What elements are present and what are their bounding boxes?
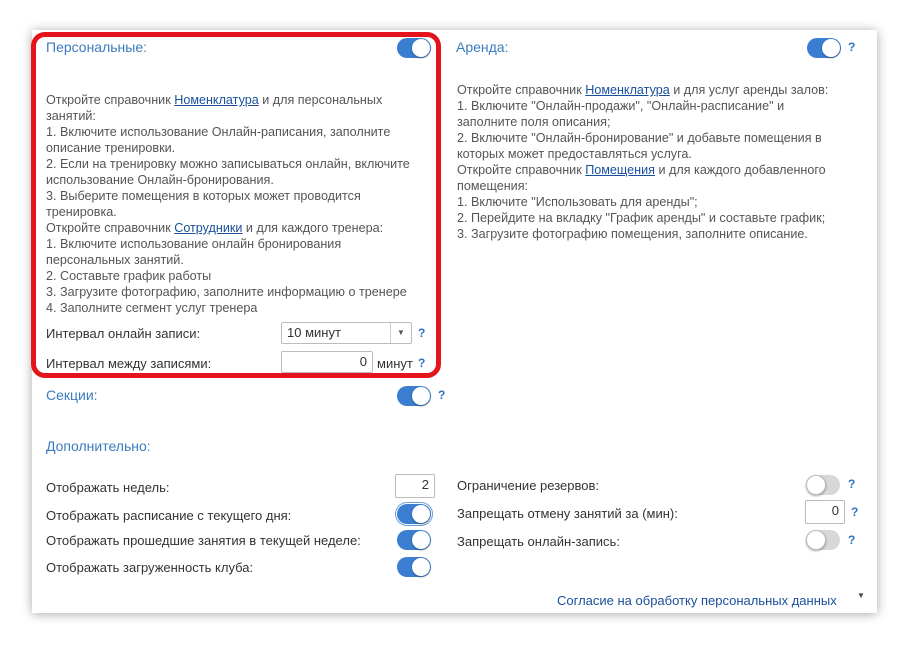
consent-link[interactable]: Согласие на обработку персональных данных bbox=[557, 593, 837, 608]
personal-line bbox=[46, 300, 410, 316]
additional-title: Дополнительно: bbox=[46, 438, 151, 454]
personal-line-text: 3. Выберите помещения в которых может проводится bbox=[46, 189, 361, 203]
reserve-limit-label: Ограничение резервов: bbox=[457, 478, 599, 493]
from-today-toggle[interactable] bbox=[397, 504, 431, 524]
personal-line-text: 4. Заполните сегмент услуг тренера bbox=[46, 301, 258, 315]
personal-line-text: Откройте справочник bbox=[46, 221, 175, 235]
personal-line bbox=[46, 236, 410, 252]
caret-down-icon[interactable]: ▼ bbox=[857, 591, 865, 600]
toggle-knob bbox=[806, 475, 826, 495]
online-ban-help[interactable]: ? bbox=[848, 533, 856, 547]
personal-line-text: 1. Включите использование онлайн бронирования bbox=[46, 237, 342, 251]
rent-line-text: 2. Включите "Онлайн-бронирование" и добавьте помещения в bbox=[457, 131, 822, 145]
interval-between-help[interactable]: ? bbox=[418, 356, 426, 370]
from-today-label: Отображать расписание с текущего дня: bbox=[46, 508, 292, 523]
reserve-limit-help[interactable]: ? bbox=[848, 477, 856, 491]
toggle-knob bbox=[412, 39, 430, 57]
past-classes-toggle[interactable] bbox=[397, 530, 431, 550]
rent-title: Аренда: bbox=[456, 39, 509, 55]
rent-help[interactable]: ? bbox=[848, 40, 856, 54]
interval-online-help[interactable]: ? bbox=[418, 326, 426, 340]
toggle-knob bbox=[412, 387, 430, 405]
personal-line-text: 3. Загрузите фотографию, заполните информацию о тренере bbox=[46, 285, 407, 299]
personal-line bbox=[46, 220, 410, 236]
rent-instructions bbox=[457, 82, 828, 242]
sections-help[interactable]: ? bbox=[438, 388, 446, 402]
rent-line bbox=[457, 194, 828, 210]
personal-line bbox=[46, 172, 410, 188]
club-load-toggle[interactable] bbox=[397, 557, 431, 577]
sections-toggle[interactable] bbox=[397, 386, 431, 406]
personal-line-text: Откройте справочник bbox=[46, 93, 175, 107]
rent-link-номенклатура[interactable]: Номенклатура bbox=[585, 83, 670, 97]
rent-line bbox=[457, 130, 828, 146]
rent-line-text: помещения: bbox=[457, 179, 529, 193]
personal-line bbox=[46, 284, 410, 300]
toggle-knob bbox=[412, 558, 430, 576]
rent-line bbox=[457, 162, 828, 178]
interval-online-label: Интервал онлайн записи: bbox=[46, 326, 201, 341]
rent-line bbox=[457, 98, 828, 114]
personal-line-text: персональных занятий. bbox=[46, 253, 184, 267]
weeks-input[interactable]: 2 bbox=[395, 474, 435, 498]
rent-line-text: и для каждого добавленного bbox=[654, 163, 826, 177]
personal-line bbox=[46, 92, 410, 108]
personal-line bbox=[46, 156, 410, 172]
rent-line bbox=[457, 146, 828, 162]
interval-online-select[interactable] bbox=[281, 322, 412, 344]
cancel-limit-label: Запрещать отмену занятий за (мин): bbox=[457, 506, 678, 521]
personal-title: Персональные: bbox=[46, 39, 148, 55]
interval-between-input[interactable]: 0 bbox=[281, 351, 373, 373]
chevron-down-icon[interactable]: ▼ bbox=[390, 323, 411, 343]
online-ban-label: Запрещать онлайн-запись: bbox=[457, 534, 620, 549]
rent-line bbox=[457, 226, 828, 242]
rent-line-text: и для услуг аренды залов: bbox=[669, 83, 829, 97]
interval-between-unit: минут bbox=[377, 356, 413, 371]
personal-line bbox=[46, 268, 410, 284]
personal-line-text: и для каждого тренера: bbox=[242, 221, 384, 235]
rent-line bbox=[457, 82, 828, 98]
personal-toggle[interactable] bbox=[397, 38, 431, 58]
reserve-limit-toggle[interactable] bbox=[806, 475, 840, 495]
personal-line-text: использование Онлайн-бронирования. bbox=[46, 173, 274, 187]
personal-line-text: тренировка. bbox=[46, 205, 117, 219]
personal-line-text: занятий: bbox=[46, 109, 96, 123]
weeks-label: Отображать недель: bbox=[46, 480, 170, 495]
personal-line-text: 2. Составьте график работы bbox=[46, 269, 212, 283]
rent-link-помещения[interactable]: Помещения bbox=[585, 163, 655, 177]
rent-line-text: 3. Загрузите фотографию помещения, заполните описание. bbox=[457, 227, 808, 241]
rent-line-text: 1. Включите "Онлайн-продажи", "Онлайн-расписание" и bbox=[457, 99, 785, 113]
toggle-knob bbox=[412, 531, 430, 549]
past-classes-label: Отображать прошедшие занятия в текущей неделе: bbox=[46, 533, 361, 548]
cancel-limit-input[interactable]: 0 bbox=[805, 500, 845, 524]
personal-line bbox=[46, 204, 410, 220]
rent-line-text: заполните поля описания; bbox=[457, 115, 611, 129]
toggle-knob bbox=[412, 505, 430, 523]
rent-line-text: 2. Перейдите на вкладку "График аренды" и составьте график; bbox=[457, 211, 826, 225]
personal-line-text: 1. Включите использование Онлайн-раписания, заполните bbox=[46, 125, 391, 139]
personal-line bbox=[46, 124, 410, 140]
personal-link-сотрудники[interactable]: Сотрудники bbox=[174, 221, 243, 235]
personal-instructions bbox=[46, 92, 410, 316]
personal-line bbox=[46, 140, 410, 156]
club-load-label: Отображать загруженность клуба: bbox=[46, 560, 254, 575]
rent-line-text: Откройте справочник bbox=[457, 163, 586, 177]
rent-line bbox=[457, 178, 828, 194]
rent-toggle[interactable] bbox=[807, 38, 841, 58]
personal-line bbox=[46, 252, 410, 268]
personal-line-text: 2. Если на тренировку можно записываться онлайн, включите bbox=[46, 157, 410, 171]
rent-line-text: Откройте справочник bbox=[457, 83, 586, 97]
interval-between-label: Интервал между записями: bbox=[46, 356, 212, 371]
online-ban-toggle[interactable] bbox=[806, 530, 840, 550]
personal-line bbox=[46, 108, 410, 124]
toggle-knob bbox=[806, 530, 826, 550]
personal-line-text: описание тренировки. bbox=[46, 141, 176, 155]
personal-link-номенклатура[interactable]: Номенклатура bbox=[174, 93, 259, 107]
personal-line-text: и для персональных bbox=[258, 93, 383, 107]
sections-title: Секции: bbox=[46, 387, 98, 403]
toggle-knob bbox=[822, 39, 840, 57]
rent-line-text: которых может предоставляться услуга. bbox=[457, 147, 692, 161]
interval-online-value: 10 минут bbox=[287, 325, 341, 340]
cancel-limit-help[interactable]: ? bbox=[851, 505, 859, 519]
rent-line-text: 1. Включите "Использовать для аренды"; bbox=[457, 195, 698, 209]
rent-line bbox=[457, 210, 828, 226]
rent-line bbox=[457, 114, 828, 130]
personal-line bbox=[46, 188, 410, 204]
